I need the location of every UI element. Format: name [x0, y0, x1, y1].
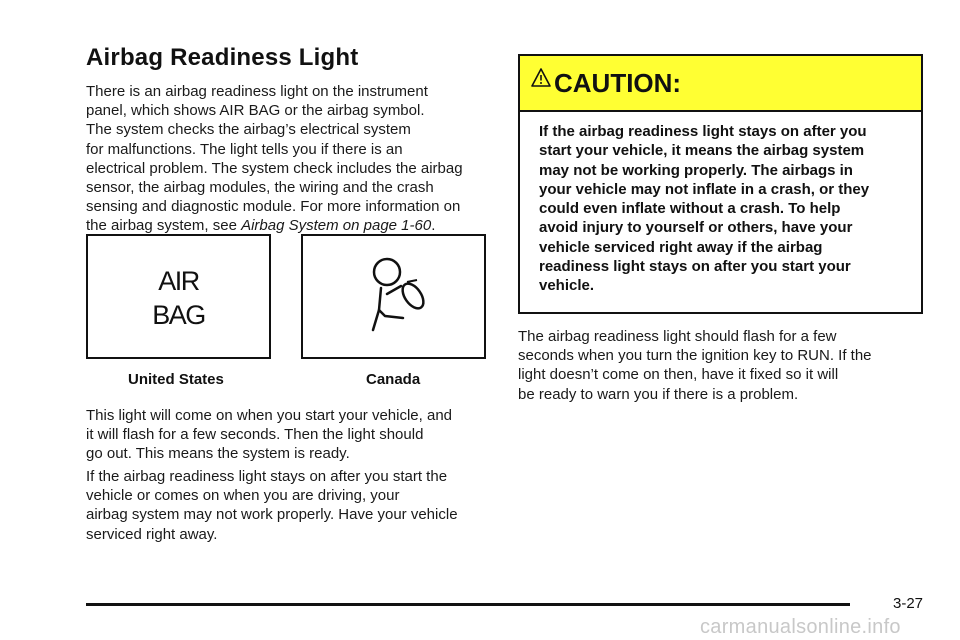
icon-text-line: BAG [152, 300, 205, 330]
intro-line: sensing and diagnostic module. For more information on [86, 198, 461, 216]
page-reference-link[interactable]: Airbag System on page 1-60 [241, 217, 432, 235]
caution-title: CAUTION: [554, 67, 682, 98]
warning-triangle-icon [530, 67, 552, 89]
intro-line: sensor, the airbag modules, the wiring and the crash [86, 179, 434, 197]
intro-last-suffix: . [431, 217, 436, 235]
paragraph-line: This light will come on when you start your vehicle, and [86, 407, 453, 424]
caution-line: may not be working properly. The airbags in [539, 161, 853, 179]
section-title: Airbag Readiness Light [86, 44, 359, 71]
caution-line: vehicle. [539, 277, 595, 295]
airbag-text-icon [88, 264, 269, 332]
paragraph-line: go out. This means the system is ready. [86, 445, 350, 463]
caution-line: could even inflate without a crash. To help [539, 200, 841, 218]
paragraph-startup [86, 406, 506, 464]
paragraph-line: vehicle or comes on when you are driving, your [86, 487, 400, 505]
airbag-symbol-icon [303, 236, 484, 357]
intro-paragraph [86, 82, 506, 236]
paragraph-flash-check [518, 327, 938, 404]
caution-header [520, 56, 921, 112]
paragraph-line: it will flash for a few seconds. Then the light should [86, 426, 424, 444]
caution-line: vehicle serviced right away if the airbag [539, 238, 823, 256]
icon-text-line: AIR [158, 266, 199, 296]
us-caption: United States [128, 371, 224, 388]
caution-line: start your vehicle, it means the airbag system [539, 142, 865, 160]
intro-line: electrical problem. The system check includes the airbag [86, 159, 463, 177]
paragraph-line: The airbag readiness light should flash for a few [518, 328, 837, 345]
paragraph-line: light doesn’t come on then, have it fixed so it will [518, 366, 839, 384]
paragraph-stays-on [86, 467, 506, 544]
intro-line: The system checks the airbag’s electrical system [86, 121, 411, 139]
watermark[interactable]: carmanualsonline.info [700, 616, 901, 638]
intro-line-last [86, 216, 506, 235]
intro-line: panel, which shows AIR BAG or the airbag symbol. [86, 102, 425, 120]
caution-box [518, 54, 923, 314]
caution-line: If the airbag readiness light stays on after you [539, 123, 867, 140]
caution-line: readiness light stays on after you start your [539, 258, 851, 276]
canada-caption: Canada [366, 371, 421, 388]
canada-indicator-figure [301, 234, 486, 359]
page-number: 3-27 [893, 595, 924, 612]
us-indicator-figure [86, 234, 271, 359]
caution-body [520, 112, 921, 296]
paragraph-line: seconds when you turn the ignition key to RUN. If the [518, 347, 872, 365]
caution-line: your vehicle may not inflate in a crash, or they [539, 180, 870, 198]
intro-line: There is an airbag readiness light on the instrument [86, 83, 428, 100]
footer-rule [86, 603, 850, 606]
intro-line: for malfunctions. The light tells you if there is an [86, 140, 403, 158]
paragraph-line: serviced right away. [86, 525, 218, 543]
paragraph-line: airbag system may not work properly. Have your vehicle [86, 506, 458, 524]
intro-last-prefix: the airbag system, see [86, 217, 242, 235]
paragraph-line: be ready to warn you if there is a problem. [518, 385, 799, 403]
paragraph-line: If the airbag readiness light stays on after you start the [86, 468, 448, 485]
caution-line: avoid injury to yourself or others, have your [539, 219, 853, 237]
